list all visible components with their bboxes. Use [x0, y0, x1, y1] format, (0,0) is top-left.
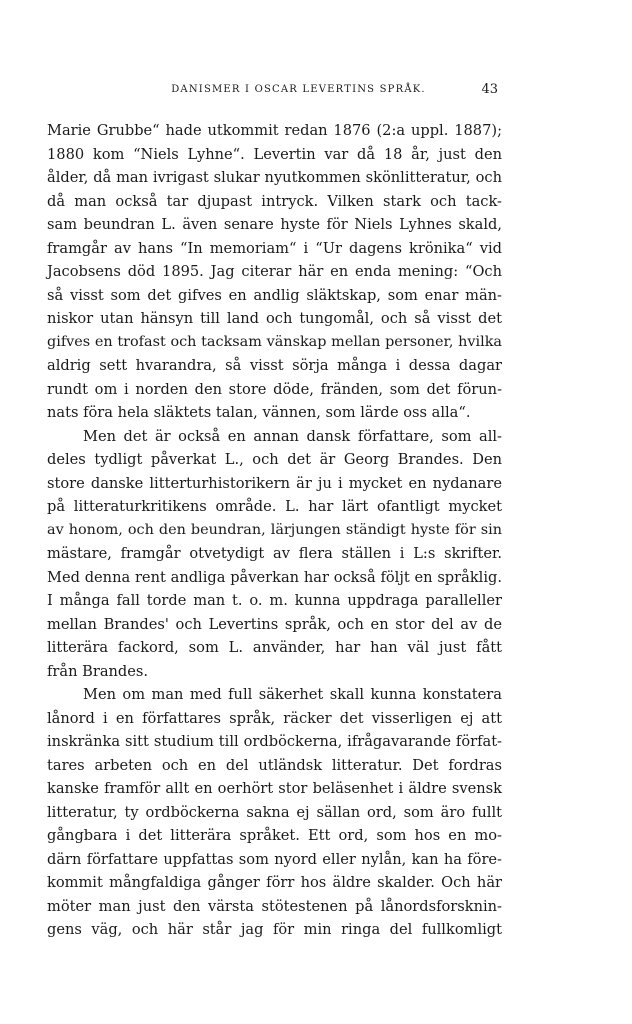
text-line: lånord i en författares språk, räcker det visserligen ej att — [47, 709, 502, 727]
text-line: gifves en trofast och tacksam vänskap mellan personer, hvilka — [47, 333, 502, 350]
text-line: aldrig sett hvarandra, så visst sörja många i dessa dagar — [47, 357, 502, 374]
text-line: framgår av hans “In memoriam“ i “Ur dagens krönika“ vid — [47, 239, 502, 257]
text-line: 1880 kom “Niels Lyhne“. Levertin var då 18 år, just den — [47, 145, 502, 163]
text-line: litterära fackord, som L. använder, har han väl just fått — [47, 639, 502, 656]
text-line: från Brandes. — [47, 662, 149, 680]
text-line: litteratur, ty ordböckerna sakna ej sällan ord, som äro fullt — [47, 803, 502, 821]
text-line: därn författare uppfattas som nyord eller nylån, kan ha före- — [47, 850, 502, 868]
text-line: Men det är också en annan dansk författare, som all- — [83, 427, 502, 445]
page-number: 43 — [481, 82, 498, 97]
text-line: då man också tar djupast intryck. Vilken stark och tack- — [47, 192, 502, 210]
text-line: tares arbeten och en del utländsk litteratur. Det fordras — [47, 756, 502, 774]
text-line: ålder, då man ivrigast slukar nyutkommen skönlitteratur, och — [47, 169, 502, 186]
running-header — [47, 78, 502, 102]
text-line: mellan Brandes' och Levertins språk, och en stor del av de — [47, 615, 502, 633]
text-line: Med denna rent andliga påverkan har också följt en språklig. — [47, 568, 502, 586]
text-line: mästare, framgår otvetydigt av flera ställen i L:s skrifter. — [47, 545, 502, 562]
text-line: niskor utan hänsyn till land och tungomål, och så visst det — [47, 310, 502, 327]
text-line: Men om man med full säkerhet skall kunna konstatera — [83, 686, 502, 703]
text-line: inskränka sitt studium till ordböckerna, ifrågavarande förfat- — [47, 733, 502, 750]
text-line: av honom, och den beundran, lärjungen ständigt hyste för sin — [47, 521, 502, 538]
body-text — [47, 119, 502, 942]
running-title: DANISMER I OSCAR LEVERTINS SPRÅK. — [171, 84, 426, 95]
text-line: möter man just den värsta stötestenen på lånordsforsknin- — [47, 897, 502, 915]
text-line: gångbara i det litterära språket. Ett ord, som hos en mo- — [47, 827, 502, 844]
book-page — [47, 78, 502, 942]
text-line: nats föra hela släktets talan, vännen, som lärde oss alla“. — [47, 404, 471, 421]
text-line: kanske framför allt en oerhört stor beläsenhet i äldre svensk — [47, 780, 502, 797]
text-line: på litteraturkritikens område. L. har lärt ofantligt mycket — [47, 498, 502, 515]
text-line: rundt om i norden den store döde, fränden, som det förun- — [47, 380, 502, 398]
text-line: I många fall torde man t. o. m. kunna uppdraga paralleller — [47, 592, 502, 609]
text-line: kommit mångfaldiga gånger förr hos äldre skalder. Och här — [47, 874, 502, 891]
text-line: Jacobsens död 1895. Jag citerar här en enda mening: “Och — [47, 263, 502, 280]
text-line: sam beundran L. även senare hyste för Niels Lyhnes skald, — [47, 216, 502, 233]
text-line: store danske litterturhistorikern är ju i mycket en nydanare — [47, 474, 502, 492]
text-line: gens väg, och här står jag för min ringa del fullkomligt — [47, 921, 502, 938]
text-line: så visst som det gifves en andlig släktskap, som enar män- — [47, 286, 502, 304]
text-line: deles tydligt påverkat L., och det är Georg Brandes. Den — [47, 451, 502, 468]
text-line: Marie Grubbe“ hade utkommit redan 1876 (2:a uppl. 1887); — [47, 122, 502, 139]
